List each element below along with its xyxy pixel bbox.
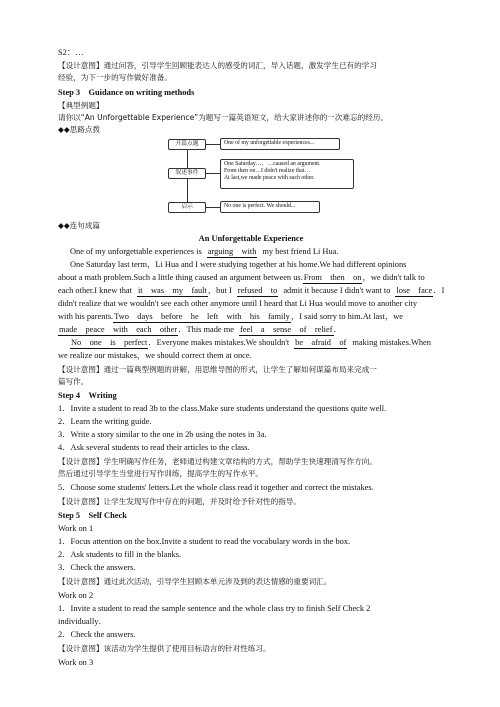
blank-answer-8: feel a sense of relief: [239, 325, 333, 334]
diagram-arrow-down-2: [187, 179, 188, 202]
blank-answer-2: From then on: [303, 273, 362, 282]
blank-answer-9: No one is perfect: [71, 338, 148, 347]
step5-heading: Step 5 Self Check: [58, 511, 127, 520]
design-intent-5: 【设计意图】通过此次活动，引导学生回顾本单元涉及到的表达情感的重要词汇。: [58, 577, 332, 586]
blank-answer-7: made peace with each other: [59, 325, 178, 334]
essay-line-7: made peace with each other．This made me feel a sense of relief．: [59, 325, 342, 334]
essay-line-9: we realize our mistakes，we should correct them at once.: [58, 351, 252, 360]
thinking-tips-label: ◆◆思路点拨: [58, 125, 101, 134]
step4-item-3: 3．Write a story similar to the one in 2b using the notes in 3a.: [58, 430, 267, 439]
essay-line-6: with his parents.Two days before he left with his family，I said sorry to him.At last，we: [58, 312, 403, 321]
blank-answer-4: refused to: [237, 286, 278, 295]
design-intent-2: 【设计意图】通过一篇典型例题的讲解，用思维导图的形式，让学生了解如何谋篇布局来完成一: [58, 365, 377, 374]
work2-item-2: 2．Check the answers.: [58, 630, 136, 639]
design-intent-1-cont: 经验，为下一步的写作做好准备。: [58, 73, 172, 82]
essay-line-8: No one is perfect．Everyone makes mistakes.We shouldn't be afraid of making mistakes.When: [71, 338, 431, 347]
essay-line-2: One Saturday last term，Li Hua and I were studying together at his home.We had different opinions: [70, 260, 407, 269]
work-on-1-label: Work on 1: [58, 524, 94, 533]
essay-line-3: about a math problem.Such a little thing caused an argument between us.From then on，we didn't talk to: [58, 273, 425, 282]
step4-item-1: 1．Invite a student to read 3b to the class.Make sure students understand the questions quite well.: [58, 404, 387, 413]
diagram-box-opening: One of my unforgettable experiences...: [220, 138, 340, 150]
diagram-connector-1: [206, 144, 220, 145]
diagram-box-revelation: No one is perfect. We should...: [220, 201, 320, 213]
design-intent-3: 【设计意图】学生明确写作任务，老师通过构建文章结构的方式，帮助学生快速理清写作方向。: [58, 457, 377, 466]
diagram-box-narrate-line-2: From then on…I didn't realize that…: [224, 168, 311, 174]
work2-item-1: 1．Invite a student to read the sample sentence and the whole class try to finish Self Check 2: [58, 604, 371, 613]
work1-item-1: 1．Focus attention on the box.Invite a student to read the vocabulary words in the box.: [58, 537, 351, 546]
blank-answer-1: arguing with: [207, 247, 257, 256]
diagram-label-revelation: 启示: [168, 202, 206, 213]
work-on-2-label: Work on 2: [58, 591, 94, 600]
essay-title: An Unforgettable Experience: [198, 234, 304, 243]
step4-item-4: 4．Ask several students to read their articles to the class.: [58, 443, 250, 452]
essay-line-5: didn't realize that we wouldn't see each other anymore until I heard that Li Hua would move to another city: [58, 299, 418, 308]
design-intent-1: 【设计意图】通过问答，引导学生回顾能表达人的感受的词汇，导入话题，激发学生已有的学习: [58, 61, 377, 70]
blank-answer-10: be afraid of: [295, 338, 347, 347]
blank-answer-3: it was my fault: [137, 286, 207, 295]
example-label: 【典型例题】: [58, 101, 104, 110]
example-prompt: 请你以“An Unforgettable Experience”为题写一篇英语短文，给大家讲述你的一次难忘的经历。: [58, 113, 389, 122]
diagram-box-narrate-line-1: One Saturday…，…caused an argument.: [224, 161, 321, 167]
work2-item-1-cont: individually．: [58, 617, 107, 626]
diagram-connector-3: [206, 207, 220, 208]
diagram-arrow-down-1: [187, 150, 188, 168]
work-on-3-label: Work on 3: [58, 658, 94, 667]
mind-map-diagram: [165, 135, 355, 215]
design-intent-3-cont: 然后通过引导学生当堂进行写作训练，提高学生的写作水平。: [58, 469, 264, 478]
essay-line-4: each other.I knew that it was my fault，but I refused to admit it because I didn't want to lose face．I: [58, 286, 444, 295]
section-marker: S2：…: [58, 48, 84, 57]
step4-item-2: 2．Learn the writing guide.: [58, 417, 152, 426]
design-intent-6: 【设计意图】该活动为学生提供了使用目标语言的针对性练习。: [58, 644, 271, 653]
work1-item-3: 3．Check the answers.: [58, 563, 136, 572]
work1-item-2: 2．Ask students to fill in the blanks.: [58, 550, 182, 559]
diagram-connector-2: [206, 173, 220, 174]
step3-heading: Step 3 Guidance on writing methods: [58, 88, 195, 97]
design-intent-4: 【设计意图】让学生发现写作中存在的问题，并及时给予针对性的指导。: [58, 497, 301, 506]
diagram-label-opening: 开篇点题: [168, 139, 206, 150]
step4-item-5: 5．Choose some students' letters.Let the whole class read it together and correct the mistakes.: [58, 483, 374, 492]
blank-answer-5: lose face: [396, 286, 433, 295]
essay-line-1: One of my unforgettable experiences is arguing with my best friend Li Hua.: [70, 247, 339, 256]
blank-answer-6: Two days before he left with his family: [114, 312, 290, 321]
diagram-label-narrate: 叙述事件: [168, 168, 206, 179]
diagram-box-narrate-line-3: At last,we made peace with each other.: [224, 175, 315, 181]
diagram-box-narrate: [220, 159, 354, 189]
step4-heading: Step 4 Writing: [58, 391, 117, 400]
compose-label: ◆◆连句成篇: [58, 221, 101, 230]
design-intent-2-cont: 篇写作。: [58, 377, 89, 386]
